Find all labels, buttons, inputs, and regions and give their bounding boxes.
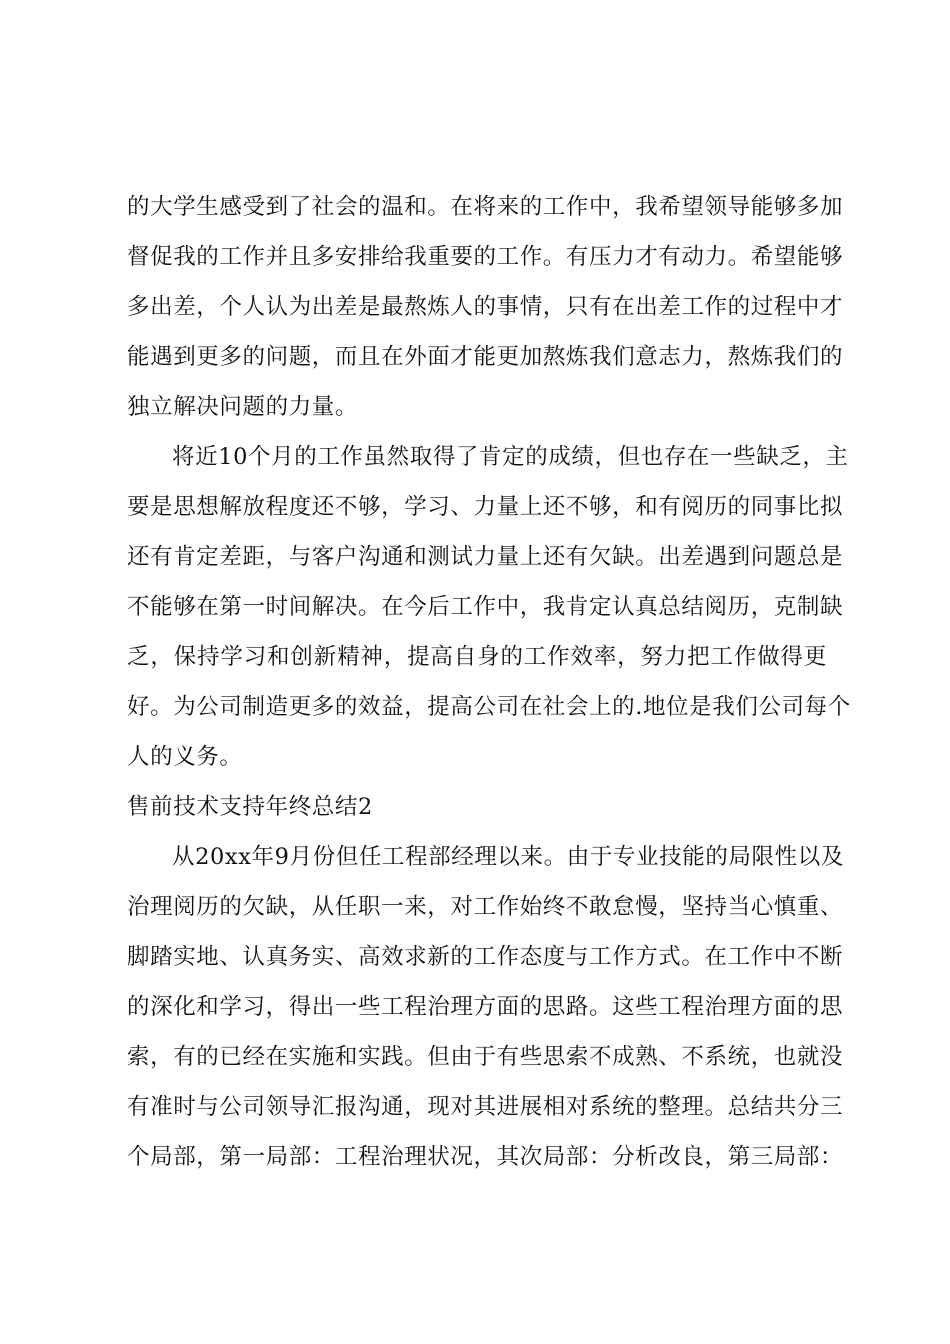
paragraph-line: 多出差，个人认为出差是最熬炼人的事情，只有在出差工作的过程中才 (127, 294, 844, 320)
paragraph-line: 治理阅历的欠缺，从任职一来，对工作始终不敢怠慢，坚持当心慎重、 (127, 894, 844, 920)
paragraph-line: 的深化和学习，得出一些工程治理方面的思路。这些工程治理方面的思 (127, 994, 844, 1020)
paragraph-line: 有准时与公司领导汇报沟通，现对其进展相对系统的整理。总结共分三 (127, 1094, 844, 1120)
paragraph-line: 独立解决问题的力量。 (127, 394, 359, 420)
paragraph-line: 将近10个月的工作虽然取得了肯定的成绩，但也存在一些缺乏，主 (172, 444, 849, 470)
paragraph-line: 的大学生感受到了社会的温和。在将来的工作中，我希望领导能够多加 (127, 194, 844, 220)
paragraph-line: 能遇到更多的问题，而且在外面才能更加熬炼我们意志力，熬炼我们的 (127, 344, 844, 370)
paragraph-line: 督促我的工作并且多安排给我重要的工作。有压力才有动力。希望能够 (127, 244, 844, 270)
paragraph-line: 乏，保持学习和创新精神，提高自身的工作效率，努力把工作做得更 (127, 644, 827, 670)
paragraph-line: 好。为公司制造更多的效益，提高公司在社会上的.地位是我们公司每个 (127, 694, 851, 720)
paragraph-line: 人的义务。 (127, 744, 243, 770)
paragraph-line: 从20xx年9月份但任工程部经理以来。由于专业技能的局限性以及 (172, 844, 844, 870)
paragraph-line: 个局部，第一局部：工程治理状况，其次局部：分析改良，第三局部： (127, 1144, 844, 1170)
paragraph-line: 还有肯定差距，与客户沟通和测试力量上还有欠缺。出差遇到问题总是 (127, 544, 844, 570)
paragraph-line: 索，有的已经在实施和实践。但由于有些思索不成熟、不系统，也就没 (127, 1044, 844, 1070)
paragraph-line: 脚踏实地、认真务实、高效求新的工作态度与工作方式。在工作中不断 (127, 944, 844, 970)
paragraph-line: 不能够在第一时间解决。在今后工作中，我肯定认真总结阅历，克制缺 (127, 594, 844, 620)
paragraph-line: 要是思想解放程度还不够，学习、力量上还不够，和有阅历的同事比拟 (127, 494, 844, 520)
section-heading: 售前技术支持年终总结2 (127, 794, 373, 820)
